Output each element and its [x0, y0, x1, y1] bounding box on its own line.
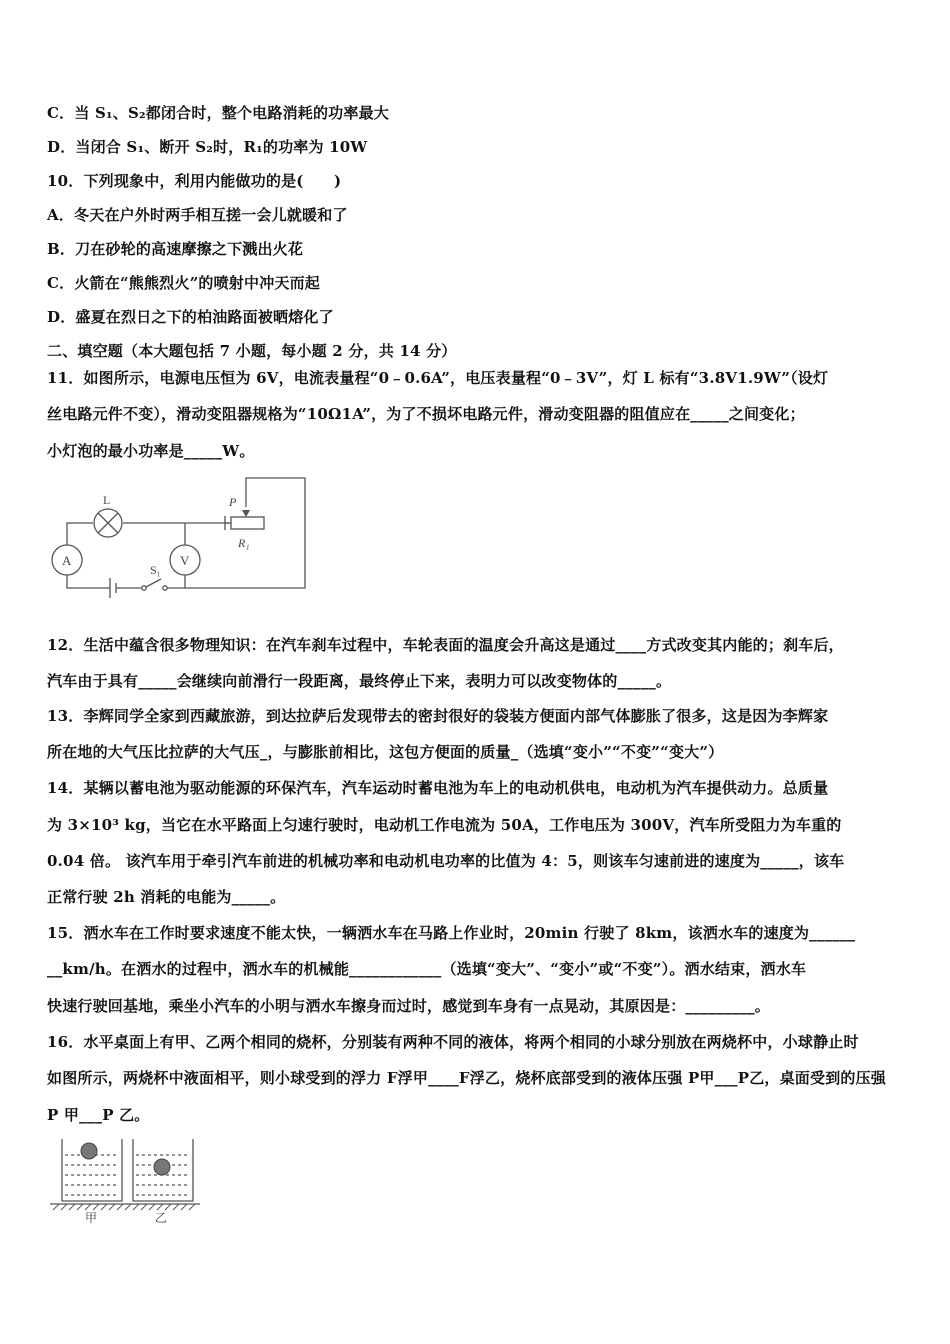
question-15-line1: 15．洒水车在工作时要求速度不能太快，一辆洒水车在马路上作业时，20min 行驶了 8km，该洒水车的速度为______ — [47, 924, 856, 942]
option-d-q10: D．盛夏在烈日之下的柏油路面被晒熔化了 — [47, 308, 334, 326]
question-12-line2: 汽车由于具有_____会继续向前滑行一段距离，最终停止下来，表明力可以改变物体的_____。 — [47, 672, 672, 690]
question-16-line3: P 甲___P 乙。 — [47, 1106, 150, 1124]
label-slider: P — [229, 495, 237, 509]
circuit-diagram — [45, 473, 310, 598]
question-14-line4: 正常行驶 2h 消耗的电能为_____。 — [47, 888, 286, 906]
question-11-line3: 小灯泡的最小功率是_____W。 — [47, 442, 255, 460]
question-10: 10．下列现象中，利用内能做功的是( ) — [47, 172, 342, 190]
question-15-line3: 快速行驶回基地，乘坐小汽车的小明与洒水车擦身而过时，感觉到车身有一点晃动，其原因是：_________。 — [47, 997, 770, 1015]
label-switch: S₁ — [150, 563, 161, 577]
label-left-beaker: 甲 — [85, 1211, 98, 1225]
ball-left — [81, 1143, 97, 1159]
option-a-q10: A．冬天在户外时两手相互搓一会儿就暖和了 — [47, 206, 348, 224]
ball-right — [154, 1159, 170, 1175]
option-c-q9: C．当 S₁、S₂都闭合时，整个电路消耗的功率最大 — [47, 104, 389, 122]
option-d-q9: D．当闭合 S₁、断开 S₂时，R₁的功率为 10W — [47, 138, 368, 156]
question-11-line1: 11．如图所示，电源电压恒为 6V，电流表量程“0﹣0.6A”，电压表量程“0﹣3V”，灯 L 标有“3.8V1.9W”（设灯 — [47, 369, 829, 387]
question-14-line3: 0.04 倍。 该汽车用于牵引汽车前进的机械功率和电动机电功率的比值为 4：5，则该车匀速前进的速度为_____，该车 — [47, 852, 845, 870]
label-voltmeter: V — [180, 553, 190, 568]
label-ammeter: A — [62, 553, 72, 568]
question-11-line2: 丝电路元件不变），滑动变阻器规格为“10Ω1A”，为了不损坏电路元件，滑动变阻器的阻值应在_____之间变化； — [47, 405, 805, 423]
question-13-line2: 所在地的大气压比拉萨的大气压_，与膨胀前相比，这包方便面的质量_（选填“变小”“不变”“变大”） — [47, 743, 724, 761]
question-14-line1: 14．某辆以蓄电池为驱动能源的环保汽车，汽车运动时蓄电池为车上的电动机供电，电动机为汽车提供动力。总质量 — [47, 779, 829, 797]
question-16-line1: 16．水平桌面上有甲、乙两个相同的烧杯，分别装有两种不同的液体，将两个相同的小球分别放在两烧杯中，小球静止时 — [47, 1033, 859, 1051]
label-resistor: R₁ — [238, 536, 250, 550]
option-c-q10: C．火箭在“熊熊烈火”的喷射中冲天而起 — [47, 274, 320, 292]
label-lamp: L — [103, 493, 111, 507]
question-15-line2: __km/h。在洒水的过程中，洒水车的机械能____________（选填“变大”、“变小”或“不变”）。洒水结束，洒水车 — [47, 960, 807, 978]
question-14-line2: 为 3×10³ kg，当它在水平路面上匀速行驶时，电动机工作电流为 50A，工作电压为 300V，汽车所受阻力为车重的 — [47, 816, 842, 834]
beakers-diagram — [45, 1133, 205, 1225]
label-right-beaker: 乙 — [155, 1211, 168, 1225]
question-16-line2: 如图所示，两烧杯中液面相平，则小球受到的浮力 F浮甲____F浮乙，烧杯底部受到的液体压强 P甲___P乙，桌面受到的压强 — [47, 1069, 887, 1087]
question-12-line1: 12．生活中蕴含很多物理知识：在汽车刹车过程中，车轮表面的温度会升高这是通过____方式改变其内能的；刹车后， — [47, 636, 844, 654]
option-b-q10: B．刀在砂轮的高速摩擦之下溅出火花 — [47, 240, 304, 258]
section-heading: 二、填空题（本大题包括 7 小题，每小题 2 分，共 14 分） — [47, 342, 457, 360]
question-13-line1: 13．李辉同学全家到西藏旅游，到达拉萨后发现带去的密封很好的袋装方便面内部气体膨胀了很多，这是因为李辉家 — [47, 707, 829, 725]
